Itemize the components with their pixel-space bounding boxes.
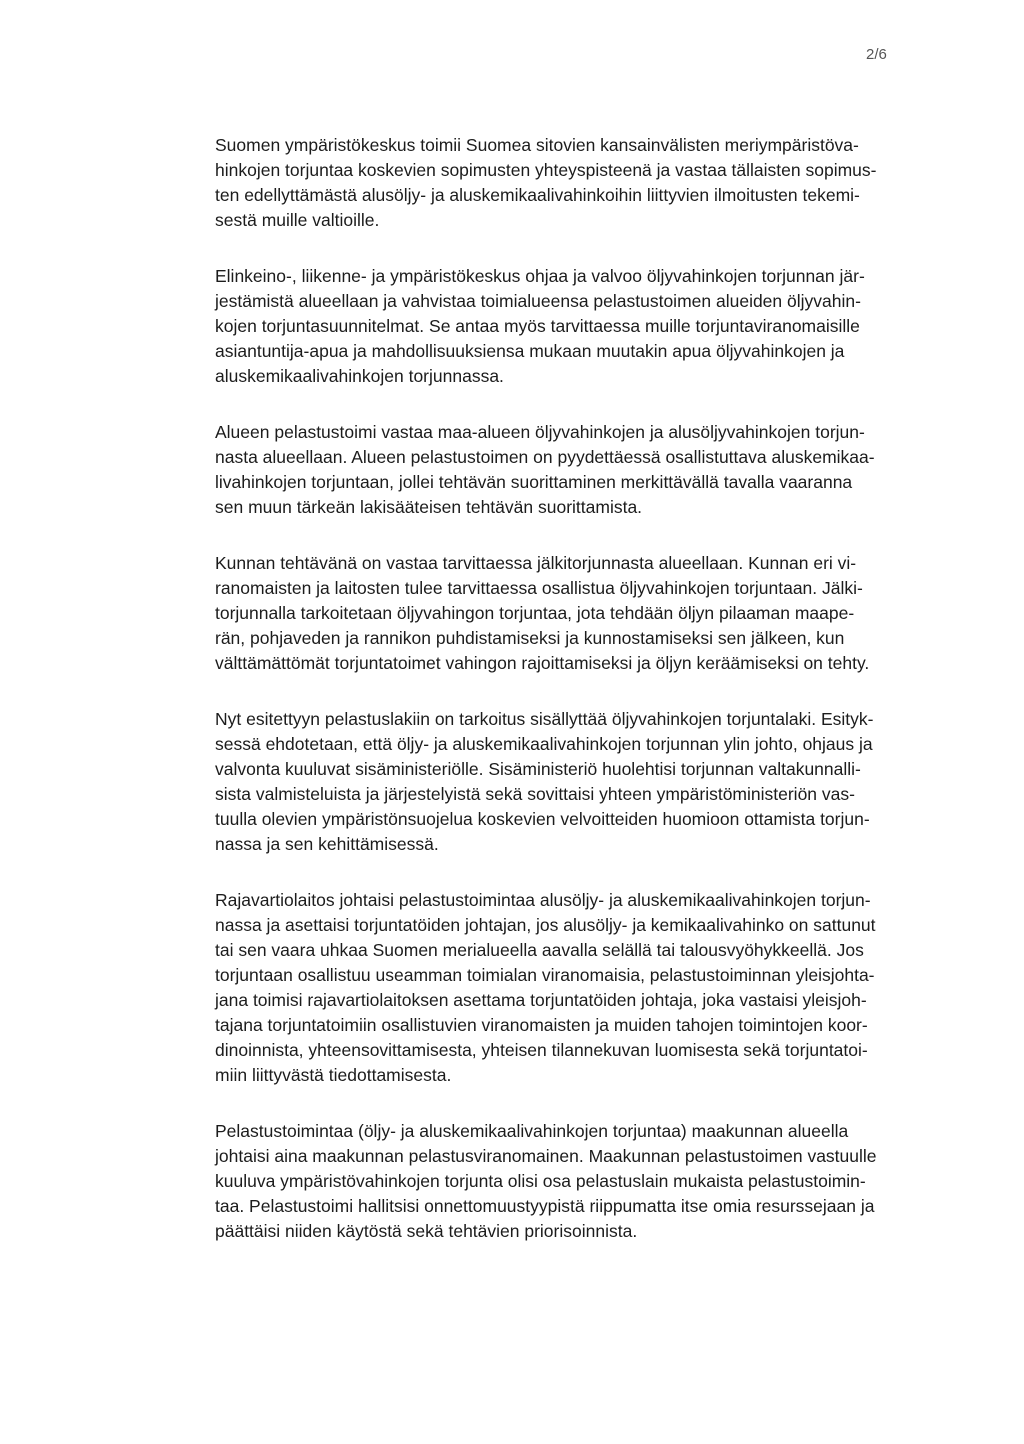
- text-line: Nyt esitettyyn pelastuslakiin on tarkoitus sisällyttää öljyvahinkojen torjuntalaki. Esityk-: [215, 709, 874, 729]
- paragraph-municipality: [215, 551, 927, 676]
- text-line: torjunnalla tarkoitetaan öljyvahingon torjuntaa, jota tehdään öljyn pilaaman maape-: [215, 603, 855, 623]
- text-line: Kunnan tehtävänä on vastaa tarvittaessa jälkitorjunnasta alueellaan. Kunnan eri vi-: [215, 553, 857, 573]
- text-line: dinoinnista, yhteensovittamisesta, yhteisen tilannekuvan luomisesta sekä torjuntatoi-: [215, 1040, 868, 1060]
- text-line: päättäisi niiden käytöstä sekä tehtävien priorisoinnista.: [215, 1221, 638, 1241]
- text-line: miin liittyvästä tiedottamisesta.: [215, 1065, 452, 1085]
- paragraph-county-rescue: [215, 1119, 927, 1244]
- text-line: Suomen ympäristökeskus toimii Suomea sitovien kansainvälisten meriympäristöva-: [215, 135, 859, 155]
- document-body: [215, 133, 927, 1244]
- text-line: livahinkojen torjuntaan, jollei tehtävän suorittaminen merkittävällä tavalla vaaranna: [215, 472, 853, 492]
- text-line: asiantuntija-apua ja mahdollisuuksiensa mukaan muutakin apua öljyvahinkojen ja: [215, 341, 845, 361]
- text-line: sen muun tärkeän lakisääteisen tehtävän suorittamista.: [215, 497, 643, 517]
- text-line: tuulla olevien ympäristönsuojelua koskevien velvoitteiden huomioon ottamista torjun-: [215, 809, 870, 829]
- paragraph-border-guard: [215, 888, 927, 1088]
- paragraph-rescue-act: [215, 707, 927, 857]
- text-line: valvonta kuuluvat sisäministeriölle. Sisäministeriö huolehtisi torjunnan valtakunnalli-: [215, 759, 861, 779]
- text-line: jana toimisi rajavartiolaitoksen asettama torjuntatöiden johtaja, joka vastaisi yleisjoh-: [215, 990, 867, 1010]
- page-number: 2/6: [866, 46, 887, 63]
- text-line: sessä ehdotetaan, että öljy- ja aluskemikaalivahinkojen torjunnan ylin johto, ohjaus ja: [215, 734, 873, 754]
- text-line: torjuntaan osallistuu useamman toimialan viranomaisia, pelastustoiminnan yleisjohta-: [215, 965, 875, 985]
- text-line: johtaisi aina maakunnan pelastusviranomainen. Maakunnan pelastustoimen vastuulle: [215, 1146, 877, 1166]
- text-line: Rajavartiolaitos johtaisi pelastustoimintaa alusöljy- ja aluskemikaalivahinkojen torjun-: [215, 890, 871, 910]
- paragraph-syke-contact-point: [215, 133, 927, 233]
- text-line: nasta alueellaan. Alueen pelastustoimen on pyydettäessä osallistuttava aluskemikaa-: [215, 447, 875, 467]
- text-line: sestä muille valtioille.: [215, 210, 380, 230]
- text-line: nassa ja asettaisi torjuntatöiden johtajan, jos alusöljy- ja kemikaalivahinko on sattunut: [215, 915, 876, 935]
- text-line: Pelastustoimintaa (öljy- ja aluskemikaalivahinkojen torjuntaa) maakunnan alueella: [215, 1121, 849, 1141]
- text-line: välttämättömät torjuntatoimet vahingon rajoittamiseksi ja öljyn keräämiseksi on tehty.: [215, 653, 870, 673]
- text-line: jestämistä alueellaan ja vahvistaa toimialueensa pelastustoimen alueiden öljyvahin-: [215, 291, 861, 311]
- text-line: Alueen pelastustoimi vastaa maa-alueen öljyvahinkojen ja alusöljyvahinkojen torjun-: [215, 422, 865, 442]
- paragraph-ely-centre: [215, 264, 927, 389]
- text-line: Elinkeino-, liikenne- ja ympäristökeskus ohjaa ja valvoo öljyvahinkojen torjunnan jär-: [215, 266, 865, 286]
- text-line: taa. Pelastustoimi hallitsisi onnettomuustyypistä riippumatta itse omia resurssejaan ja: [215, 1196, 875, 1216]
- text-line: rän, pohjaveden ja rannikon puhdistamiseksi ja kunnostamiseksi sen jälkeen, kun: [215, 628, 845, 648]
- text-line: ten edellyttämästä alusöljy- ja aluskemikaalivahinkoihin liittyvien ilmoitusten tekemi-: [215, 185, 860, 205]
- text-line: kuuluva ympäristövahinkojen torjunta olisi osa pelastuslain mukaista pelastustoimin-: [215, 1171, 866, 1191]
- text-line: tajana torjuntatoimiin osallistuvien viranomaisten ja muiden tahojen toimintojen koor-: [215, 1015, 868, 1035]
- text-line: nassa ja sen kehittämisessä.: [215, 834, 439, 854]
- paragraph-regional-rescue: [215, 420, 927, 520]
- text-line: tai sen vaara uhkaa Suomen merialueella aavalla selällä tai talousvyöhykkeellä. Jos: [215, 940, 864, 960]
- text-line: hinkojen torjuntaa koskevien sopimusten yhteyspisteenä ja vastaa tällaisten sopimus-: [215, 160, 877, 180]
- text-line: ranomaisten ja laitosten tulee tarvittaessa osallistua öljyvahinkojen torjuntaan. Jälki-: [215, 578, 863, 598]
- text-line: sista valmisteluista ja järjestelyistä sekä sovittaisi yhteen ympäristöministeriön vas-: [215, 784, 855, 804]
- text-line: kojen torjuntasuunnitelmat. Se antaa myös tarvittaessa muille torjuntaviranomaisille: [215, 316, 860, 336]
- text-line: aluskemikaalivahinkojen torjunnassa.: [215, 366, 504, 386]
